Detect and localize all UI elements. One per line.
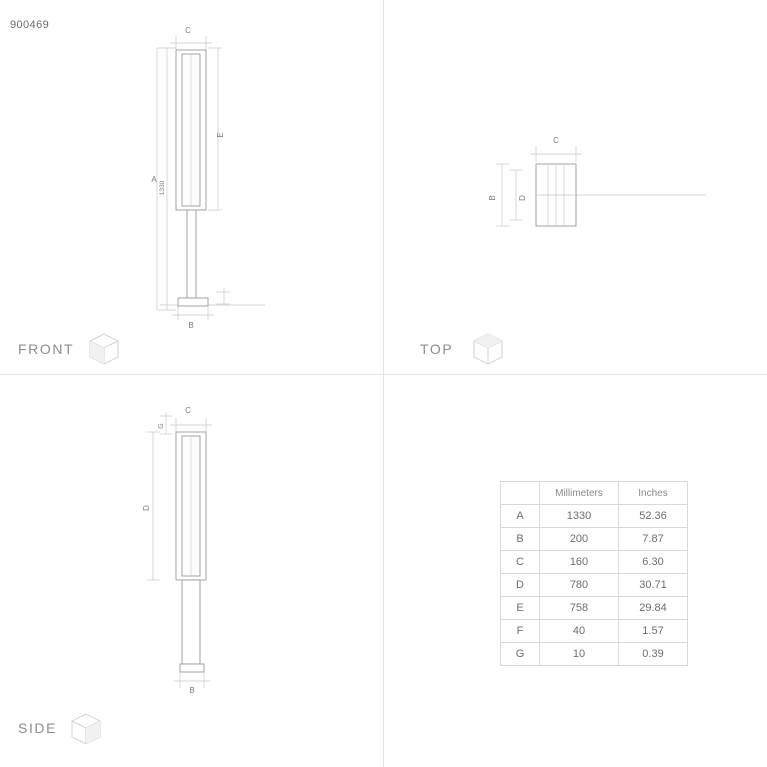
row-mm: 780 (540, 574, 619, 597)
vertical-divider (383, 0, 384, 767)
row-in: 0.39 (619, 643, 688, 666)
cube-top-icon (466, 325, 510, 369)
svg-text:C: C (185, 26, 191, 35)
svg-text:C: C (553, 136, 559, 145)
svg-text:G: G (158, 423, 165, 429)
table-row (501, 528, 688, 551)
row-in: 52.36 (619, 505, 688, 528)
row-key: E (501, 597, 540, 620)
table-row (501, 574, 688, 597)
row-in: 6.30 (619, 551, 688, 574)
front-view-label: FRONT (18, 341, 75, 357)
svg-text:C: C (185, 406, 191, 415)
top-view-drawing (480, 130, 720, 270)
header-inches: Inches (619, 482, 688, 505)
table-row (501, 620, 688, 643)
row-mm: 758 (540, 597, 619, 620)
table-header-row (501, 482, 688, 505)
row-key: A (501, 505, 540, 528)
side-view-label: SIDE (18, 720, 58, 736)
row-key: B (501, 528, 540, 551)
front-view-drawing (120, 20, 320, 330)
table-row (501, 505, 688, 528)
row-mm: 10 (540, 643, 619, 666)
row-mm: 200 (540, 528, 619, 551)
svg-text:B: B (189, 686, 195, 695)
article-number: 900469 (10, 19, 50, 31)
row-in: 30.71 (619, 574, 688, 597)
row-in: 1.57 (619, 620, 688, 643)
row-key: G (501, 643, 540, 666)
row-key: C (501, 551, 540, 574)
svg-text:1330: 1330 (159, 180, 166, 196)
table-row (501, 597, 688, 620)
dimension-table (500, 481, 688, 666)
svg-text:D: D (518, 195, 527, 201)
svg-text:D: D (142, 505, 151, 511)
row-in: 7.87 (619, 528, 688, 551)
row-key: D (501, 574, 540, 597)
row-mm: 160 (540, 551, 619, 574)
row-mm: 1330 (540, 505, 619, 528)
svg-text:A: A (151, 175, 157, 184)
header-key (501, 482, 540, 505)
side-view-drawing (120, 400, 320, 700)
row-mm: 40 (540, 620, 619, 643)
table-row (501, 643, 688, 666)
horizontal-divider (0, 374, 767, 375)
row-in: 29.84 (619, 597, 688, 620)
svg-text:B: B (188, 321, 194, 330)
svg-text:E: E (216, 132, 225, 138)
table-row (501, 551, 688, 574)
cube-front-icon (82, 325, 126, 369)
cube-side-icon (64, 705, 108, 749)
header-millimeters: Millimeters (540, 482, 619, 505)
svg-text:B: B (488, 195, 497, 201)
row-key: F (501, 620, 540, 643)
top-view-label: TOP (420, 341, 454, 357)
